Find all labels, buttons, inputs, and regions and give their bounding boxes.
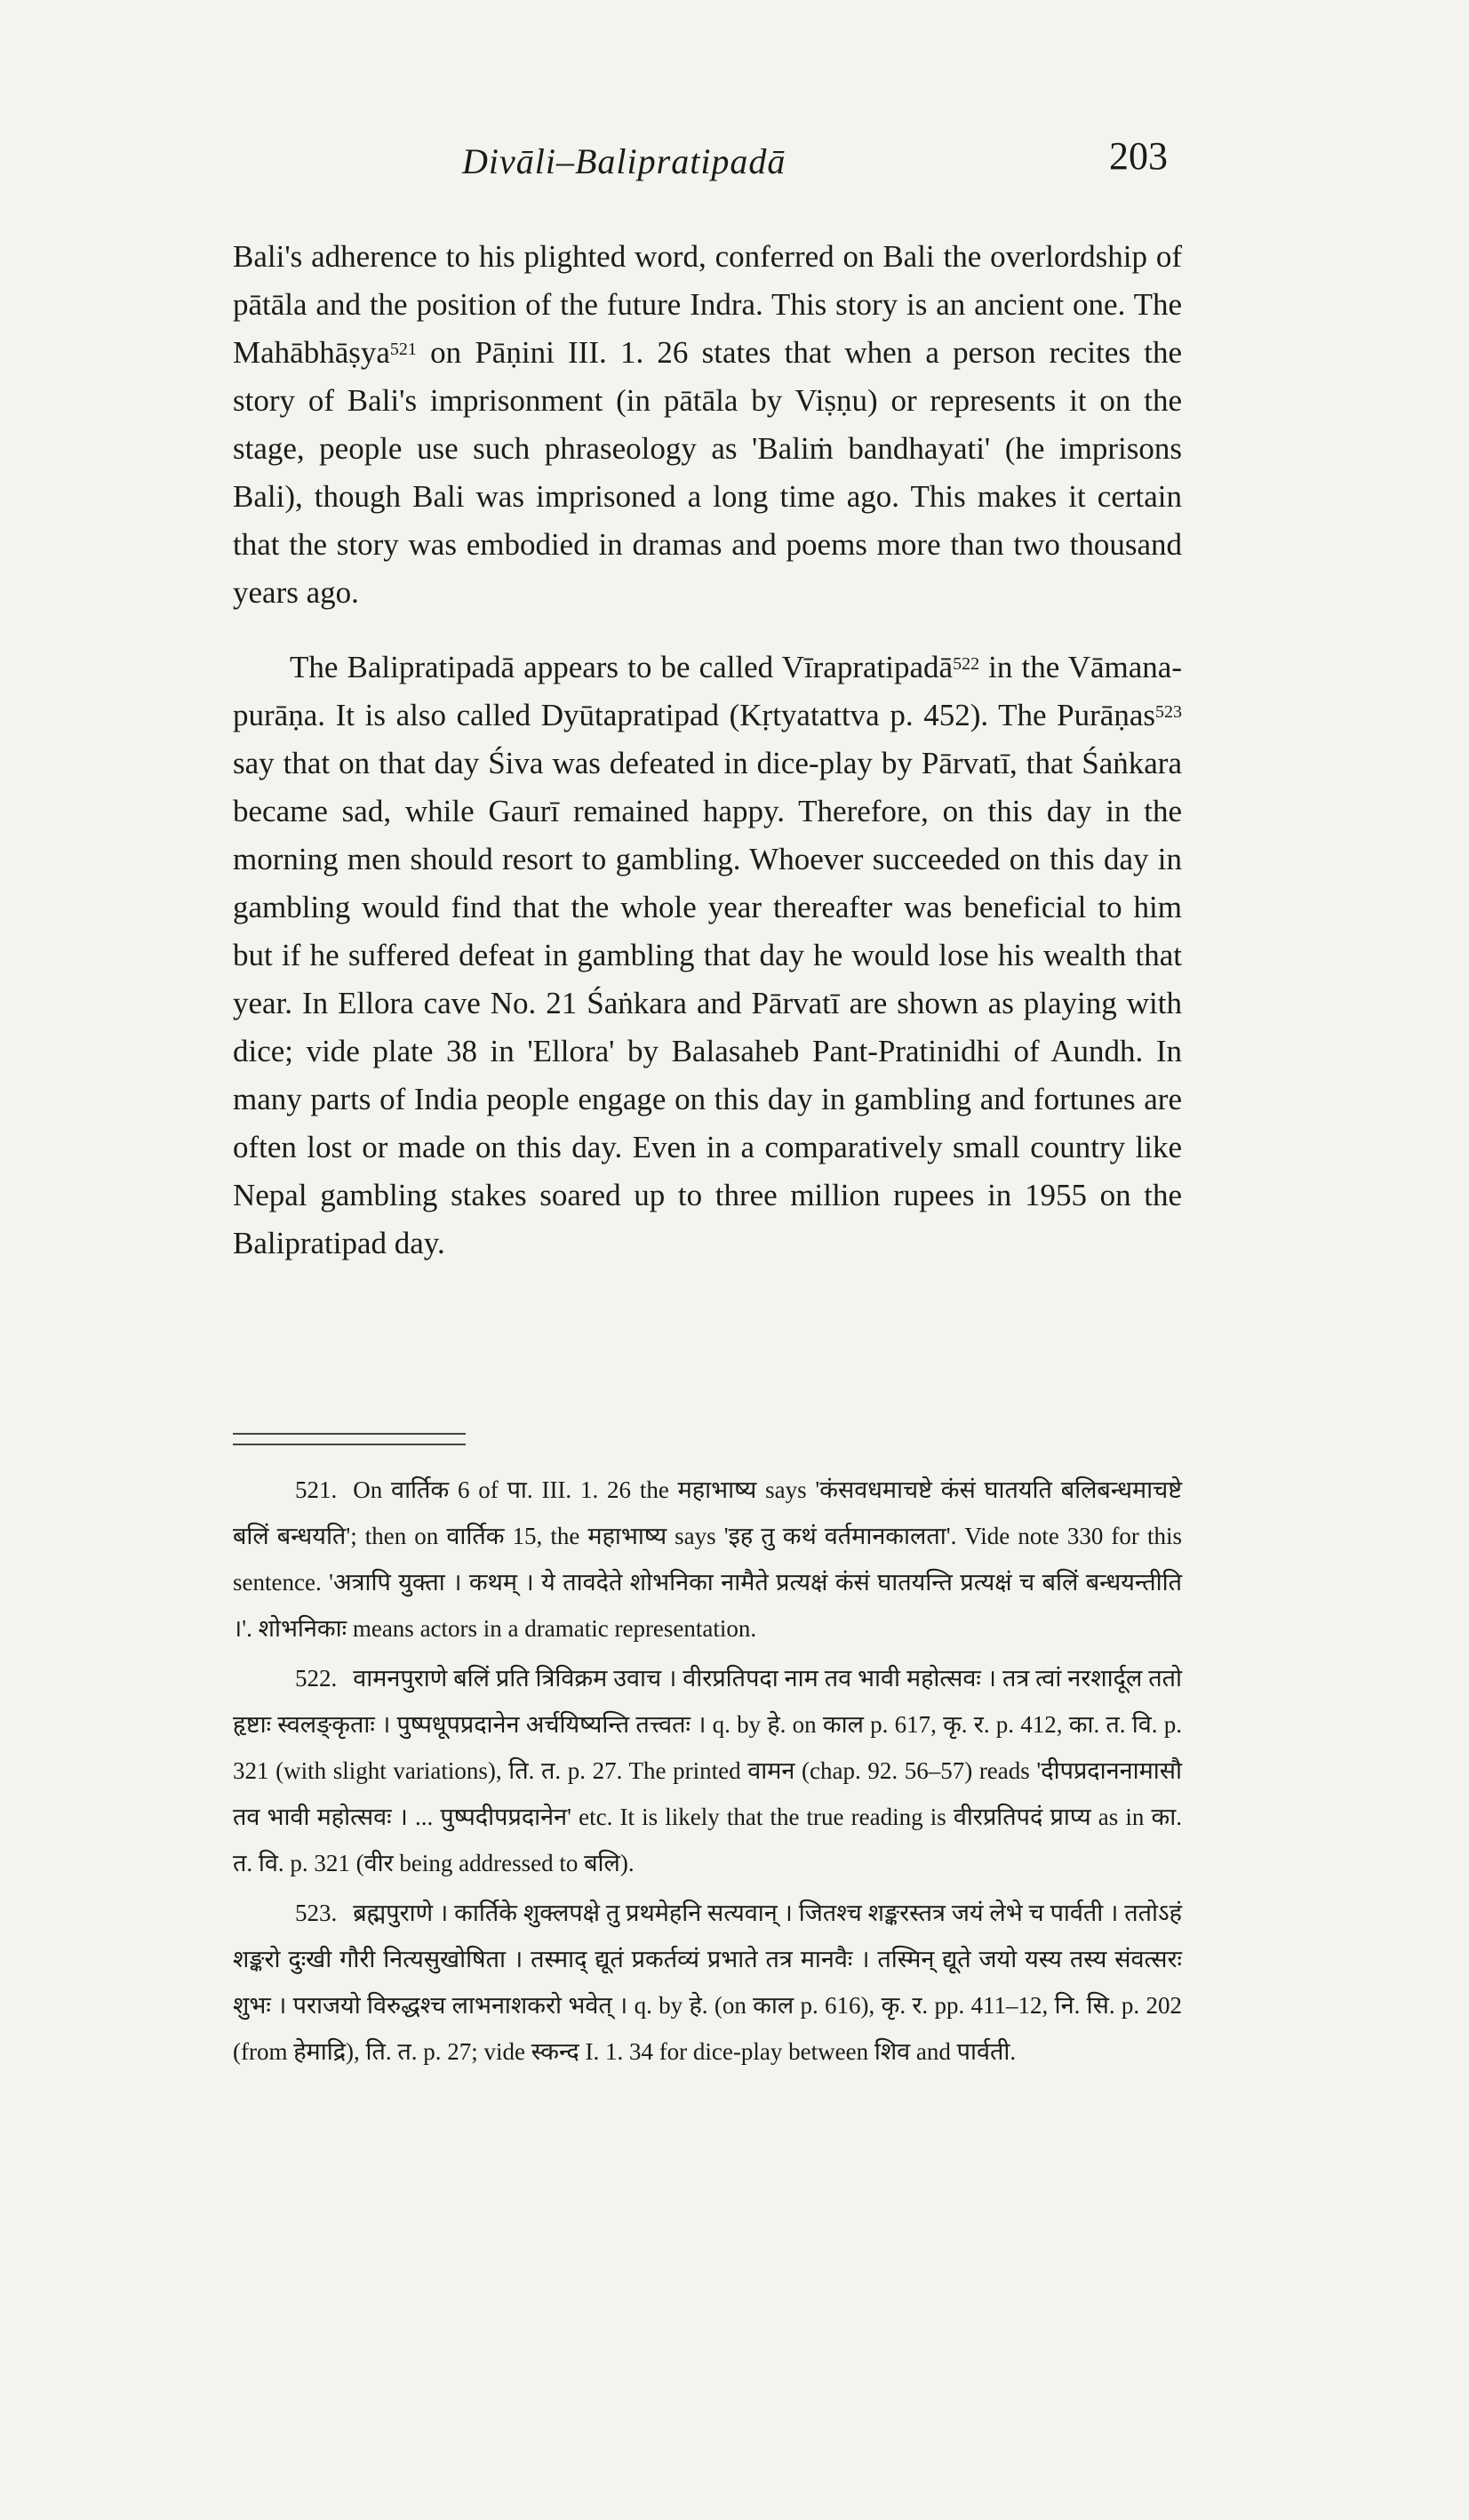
paragraph-text: on Pāṇini III. 1. 26 states that when a person recites the story of Bali's imprisonment (in pātāla by Viṣṇu) or represents it on the stage, people use such phraseology as 'Baliṁ bandhayati' (he imprisons Bali), though Bali was imprisoned a long time ago. This makes it certain that the story was embodied in dramas and poems more than two thousand years ago.	[233, 335, 1182, 610]
paragraph-text: in the Vāmana-purāṇa. It is also called Dyūtapratipad (Kṛtyatattva p. 452). The Purāṇas	[233, 650, 1182, 732]
footnote-text: ब्रह्मपुराणे । कार्तिके शुक्लपक्षे तु प्रथमेहनि सत्यवान् । जितश्च शङ्करस्तत्र जयं लेभे च पार्वती । ततोऽहं शङ्करो दुःखी गौरी नित्यसुखोषिता । तस्माद् द्यूतं प्रकर्तव्यं प्रभाते तत्र मानवैः । तस्मिन् द्यूते जयो यस्य तस्य संवत्सरः शुभः । पराजयो विरुद्धश्च लाभनाशकरो भवेत् । q. by हे. (on काल p. 616), कृ. र. pp. 411–12, नि. सि. p. 202 (from हेमाद्रि), ति. त. p. 27; vide स्कन्द I. 1. 34 for dice-play between शिव and पार्वती.	[233, 1900, 1182, 2065]
footnote-text: वामनपुराणे बलिं प्रति त्रिविक्रम उवाच । वीरप्रतिपदा नाम तव भावी महोत्सवः । तत्र त्वां नरशार्दूल ततो हृष्टाः स्वलङ्कृताः । पुष्पधूपप्रदानेन अर्चयिष्यन्ति तत्त्वतः । q. by हे. on काल p. 617, कृ. र. p. 412, का. त. वि. p. 321 (with slight variations), ति. त. p. 27. The printed वामन (chap. 92. 56–57) reads 'दीपप्रदाननामासौ तव भावी महोत्सवः । ... पुष्पदीपप्रदानेन' etc. It is likely that the true reading is वीरप्रतिपदं प्राप्य as in का. त. वि. p. 321 (वीर being addressed to बलि).	[233, 1665, 1182, 1876]
paragraph-text: The Balipratipadā appears to be called Vīrapratipadā	[290, 650, 954, 684]
footnote-number: 523.	[295, 1900, 338, 1926]
footnote-522	[233, 1655, 1182, 1886]
running-title: Divāli–Balipratipadā	[462, 141, 786, 181]
paragraph-text: say that on that day Śiva was defeated in dice-play by Pārvatī, that Śaṅkara became sad, while Gaurī remained happy. Therefore, on this day in the morning men should resort to gambling. Whoever succeeded on this day in gambling would find that the whole year thereafter was beneficial to him but if he suffered defeat in gambling that day he would lose his wealth that year. In Ellora cave No. 21 Śaṅkara and Pārvatī are shown as playing with dice; vide plate 38 in 'Ellora' by Balasaheb Pant-Pratinidhi of Aundh. In many parts of India people engage on this day in gambling and fortunes are often lost or made on this day. Even in a comparatively small country like Nepal gambling stakes soared up to three million rupees in 1955 on the Balipratipad day.	[233, 746, 1182, 1260]
paragraph-text: Bali's adherence to his plighted word, conferred on Bali the overlordship of pātāla and the position of the future Indra. This story is an ancient one. The Mahābhāṣya	[233, 239, 1182, 370]
footnote-521	[233, 1467, 1182, 1652]
main-text	[233, 233, 1182, 1268]
footnote-ref-523: 523	[1155, 702, 1182, 722]
paragraph-1	[233, 233, 1182, 617]
footnotes	[233, 1467, 1182, 2078]
footnote-ref-521: 521	[389, 340, 417, 359]
footnote-number: 521.	[295, 1476, 338, 1503]
page-header	[0, 133, 1469, 187]
paragraph-2	[233, 644, 1182, 1268]
footnote-text: On वार्तिक 6 of पा. III. 1. 26 the महाभाष्य says 'कंसवधमाचष्टे कंसं घातयति बलिबन्धमाचष्टे बलिं बन्धयति'; then on वार्तिक 15, the महाभाष्य says 'इह तु कथं वर्तमानकालता'. Vide note 330 for this sentence. 'अत्रापि युक्ता । कथम् । ये तावदेते शोभनिका नामैते प्रत्यक्षं कंसं घातयन्ति प्रत्यक्षं च बलिं बन्धयन्तीति ।'. शोभनिकाः means actors in a dramatic representation.	[233, 1476, 1182, 1642]
page-number: 203	[1109, 134, 1168, 178]
footnote-523	[233, 1890, 1182, 2075]
footnote-separator	[233, 1433, 466, 1445]
footnote-ref-522: 522	[953, 654, 980, 674]
footnote-number: 522.	[295, 1665, 338, 1692]
